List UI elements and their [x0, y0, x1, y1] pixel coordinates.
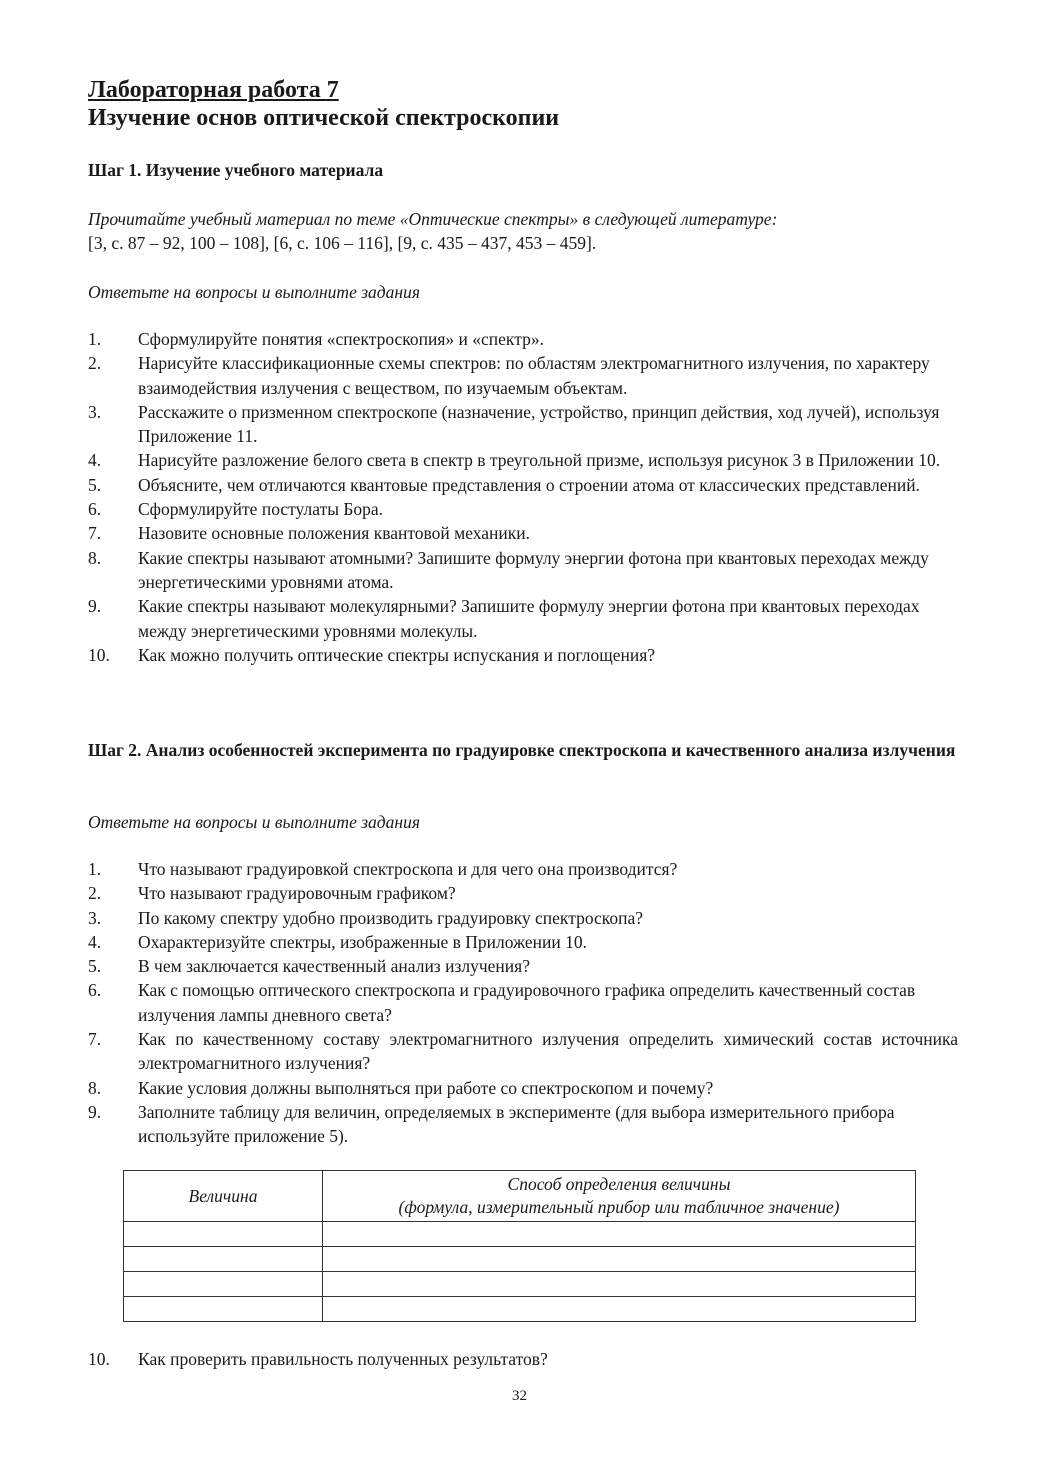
- question-item: [88, 930, 958, 954]
- question-text: Нарисуйте разложение белого света в спектр в треугольной призме, используя рисунок 3 в Приложении 10.: [138, 450, 941, 471]
- question-number: 7.: [88, 523, 102, 544]
- lab-number-title: Лабораторная работа 7: [88, 77, 339, 103]
- method-cell[interactable]: [323, 1247, 916, 1272]
- question-number: 3.: [88, 401, 102, 422]
- question-number: 8.: [88, 547, 102, 568]
- question-number: 1.: [88, 859, 102, 879]
- table-header-row: [124, 1171, 916, 1222]
- table-header-method: [323, 1171, 916, 1222]
- question-number: 1.: [88, 329, 102, 349]
- table-row: [124, 1247, 916, 1272]
- question-item: [88, 327, 958, 351]
- question-number: 2.: [88, 883, 102, 904]
- quantity-cell[interactable]: [124, 1272, 323, 1297]
- quantities-table: [123, 1170, 916, 1322]
- question-text: Расскажите о призменном спектроскопе (назначение, устройство, принцип действия, ход лучей), используя Приложение 11.: [138, 401, 940, 447]
- question-item: [88, 978, 958, 1027]
- question-text: Какие условия должны выполняться при работе со спектроскопом и почему?: [138, 1077, 714, 1098]
- question-item: [88, 1100, 958, 1149]
- question-number: 6.: [88, 980, 102, 1001]
- quantity-cell[interactable]: [124, 1222, 323, 1247]
- method-cell[interactable]: [323, 1272, 916, 1297]
- step1-heading: Шаг 1. Изучение учебного материала: [88, 160, 384, 180]
- question-number: 9.: [88, 1101, 102, 1122]
- question-item: [88, 473, 958, 497]
- quantity-cell[interactable]: [124, 1297, 323, 1322]
- question-text: Заполните таблицу для величин, определяемых в эксперименте (для выбора измерительного прибора используйте приложение 5).: [138, 1101, 895, 1147]
- question-number: 2.: [88, 353, 102, 374]
- question-item: [88, 1027, 958, 1076]
- question-number: 3.: [88, 907, 102, 928]
- step2-answer-instruction: Ответьте на вопросы и выполните задания: [88, 812, 420, 832]
- question-item: [88, 906, 958, 930]
- question-number: 10.: [88, 644, 110, 665]
- question-text: Что называют градуировочным графиком?: [138, 883, 456, 904]
- question-text: Какие спектры называют молекулярными? Запишите формулу энергии фотона при квантовых переходах между энергетическими уровнями молекулы.: [138, 596, 920, 641]
- question-item: [88, 1076, 958, 1100]
- method-cell[interactable]: [323, 1297, 916, 1322]
- step1-question-list: [88, 327, 958, 667]
- question-text: Что называют градуировкой спектроскопа и для чего она производится?: [138, 859, 678, 879]
- question-item: [88, 521, 958, 545]
- step2-question-10: [88, 1348, 548, 1371]
- question-text: По какому спектру удобно производить градуировку спектроскопа?: [138, 907, 644, 928]
- question-item: [88, 881, 958, 905]
- page-number: 32: [512, 1388, 527, 1404]
- quantity-cell[interactable]: [124, 1247, 323, 1272]
- page-title: [88, 76, 559, 132]
- step1-read-instruction: Прочитайте учебный материал по теме «Оптические спектры» в следующей литературе:: [88, 209, 778, 229]
- question-text: В чем заключается качественный анализ излучения?: [138, 956, 530, 977]
- table-header-method-line2: (формула, измерительный прибор или табличное значение): [398, 1197, 840, 1217]
- question-number: 10.: [88, 1349, 110, 1369]
- table-row: [124, 1272, 916, 1297]
- question-item: [88, 594, 958, 643]
- table-header-quantity: Величина: [124, 1171, 323, 1222]
- question-text: Как с помощью оптического спектроскопа и градуировочного графика определить качественный состав излучения лампы дневного света?: [138, 980, 916, 1025]
- question-item: [88, 643, 958, 667]
- question-text: Нарисуйте классификационные схемы спектров: по областям электромагнитного излучения, по характеру взаимодействия излучения с веществом, по изучаемым объектам.: [138, 353, 930, 398]
- question-item: [88, 351, 958, 400]
- question-number: 5.: [88, 956, 102, 977]
- question-number: 5.: [88, 474, 102, 495]
- step1-answer-instruction: Ответьте на вопросы и выполните задания: [88, 282, 420, 302]
- question-number: 8.: [88, 1077, 102, 1098]
- question-text: Назовите основные положения квантовой механики.: [138, 523, 531, 544]
- question-number: 4.: [88, 450, 102, 471]
- question-text: Какие спектры называют атомными? Запишите формулу энергии фотона при квантовых переходах между энергетическими уровнями атома.: [138, 547, 929, 592]
- question-item: [88, 954, 958, 978]
- question-text: Сформулируйте понятия «спектроскопия» и «спектр».: [138, 329, 544, 349]
- question-text: Как можно получить оптические спектры испускания и поглощения?: [138, 644, 656, 665]
- question-number: 6.: [88, 499, 102, 520]
- question-text: Как проверить правильность полученных результатов?: [138, 1349, 548, 1369]
- question-number: 9.: [88, 596, 102, 617]
- lab-topic-title: Изучение основ оптической спектроскопии: [88, 105, 560, 131]
- question-item: [88, 857, 958, 881]
- question-item: [88, 497, 958, 521]
- table-row: [124, 1222, 916, 1247]
- question-text: Как по качественному составу электромагнитного излучения определить химический состав источника электромагнитного излучения?: [138, 1029, 958, 1074]
- question-number: 4.: [88, 931, 102, 952]
- step1-references: [3, с. 87 – 92, 100 – 108], [6, с. 106 – 116], [9, с. 435 – 437, 453 – 459].: [88, 233, 597, 253]
- question-item: [88, 400, 958, 449]
- question-item: [88, 546, 958, 595]
- method-cell[interactable]: [323, 1222, 916, 1247]
- question-text: Объясните, чем отличаются квантовые представления о строении атома от классических представлений.: [138, 474, 920, 495]
- question-number: 7.: [88, 1029, 102, 1050]
- table-header-method-line1: Способ определения величины: [507, 1174, 731, 1194]
- question-text: Охарактеризуйте спектры, изображенные в Приложении 10.: [138, 931, 588, 952]
- question-text: Сформулируйте постулаты Бора.: [138, 499, 384, 520]
- table-row: [124, 1297, 916, 1322]
- question-item: [88, 448, 958, 472]
- step2-question-list: [88, 857, 958, 1149]
- step2-heading: Шаг 2. Анализ особенностей эксперимента по градуировке спектроскопа и качественного анализа излучения: [88, 740, 956, 760]
